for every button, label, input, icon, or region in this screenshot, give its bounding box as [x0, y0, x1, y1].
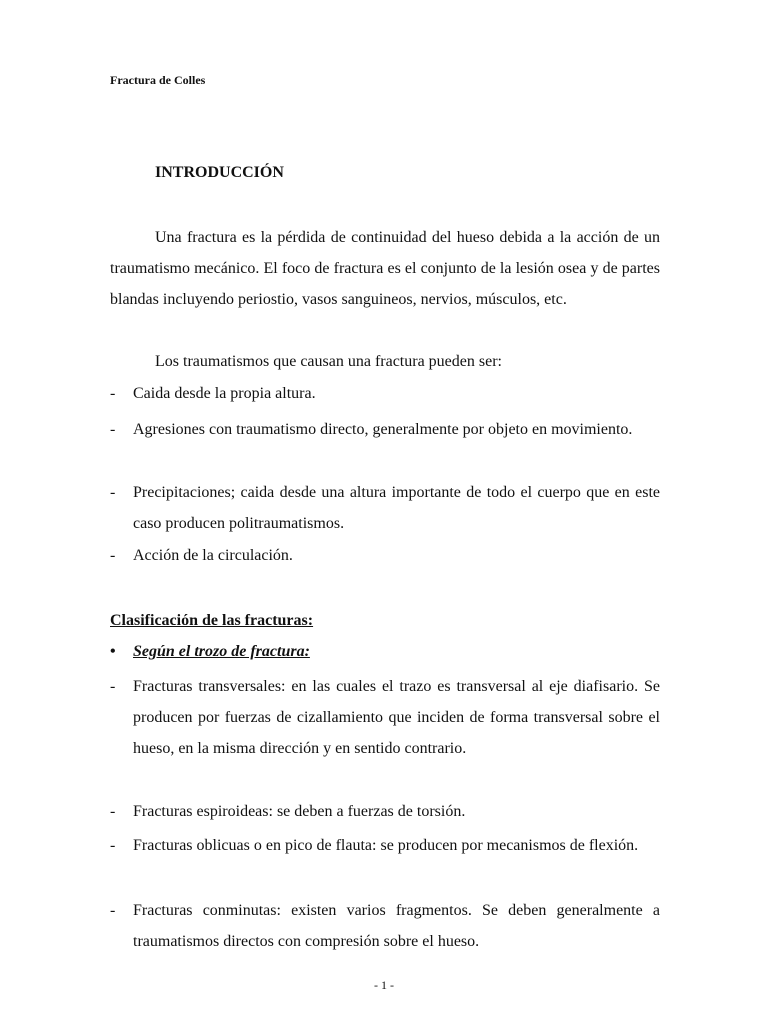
list-dash: -	[110, 484, 116, 501]
list-item-text: Caida desde la propia altura.	[133, 385, 316, 402]
list-dash: -	[110, 547, 116, 564]
list-item	[110, 830, 660, 861]
list-item	[110, 414, 660, 445]
list-item	[110, 477, 660, 539]
page-number: - 1 -	[374, 978, 394, 992]
list-item	[110, 895, 660, 957]
classification-title: Clasificación de las fracturas:	[110, 612, 314, 629]
intro-paragraph: Una fractura es la pérdida de continuidad del hueso debida a la acción de un traumatismo mecánico. El foco de fractura es el conjunto de la lesión osea y de partes blandas incluyendo periostio, vasos sanguineos, nervios, músculos, etc.	[110, 229, 660, 308]
list-item-text: Fracturas conminutas: existen varios fragmentos. Se deben generalmente a traumatismos directos con compresión sobre el hueso.	[133, 902, 660, 950]
list-dash: -	[110, 385, 116, 402]
list-item-text: Fracturas oblicuas o en pico de flauta: se producen por mecanismos de flexión.	[133, 837, 639, 854]
list-dash: -	[110, 421, 116, 438]
running-header: Fractura de Colles	[110, 73, 206, 87]
list-item	[110, 378, 660, 409]
section-heading-introduccion: INTRODUCCIÓN	[155, 164, 284, 181]
list-item-text: Agresiones con traumatismo directo, generalmente por objeto en movimiento.	[133, 421, 633, 438]
list-item-text: Fracturas transversales: en las cuales el trazo es transversal al eje diafisario. Se producen por fuerzas de cizallamiento que inciden de forma transversal sobre el hueso, en la misma dirección y en sentido contrario.	[133, 678, 660, 757]
bullet-icon: •	[110, 643, 116, 660]
list-item	[110, 540, 660, 571]
list-item-text: Precipitaciones; caida desde una altura importante de todo el cuerpo que en este caso producen politraumatismos.	[133, 484, 660, 532]
list-dash: -	[110, 902, 116, 919]
list-item	[110, 796, 660, 827]
list-item-text: Fracturas espiroideas: se deben a fuerzas de torsión.	[133, 803, 466, 820]
list-item-text: Acción de la circulación.	[133, 547, 293, 564]
list-item	[110, 671, 660, 764]
causes-lead-text: Los traumatismos que causan una fractura pueden ser:	[155, 353, 502, 370]
bullet-item	[110, 636, 660, 667]
list-dash: -	[110, 837, 116, 854]
classification-subtitle: Según el trozo de fractura:	[133, 643, 310, 660]
list-dash: -	[110, 803, 116, 820]
list-dash: -	[110, 678, 116, 695]
